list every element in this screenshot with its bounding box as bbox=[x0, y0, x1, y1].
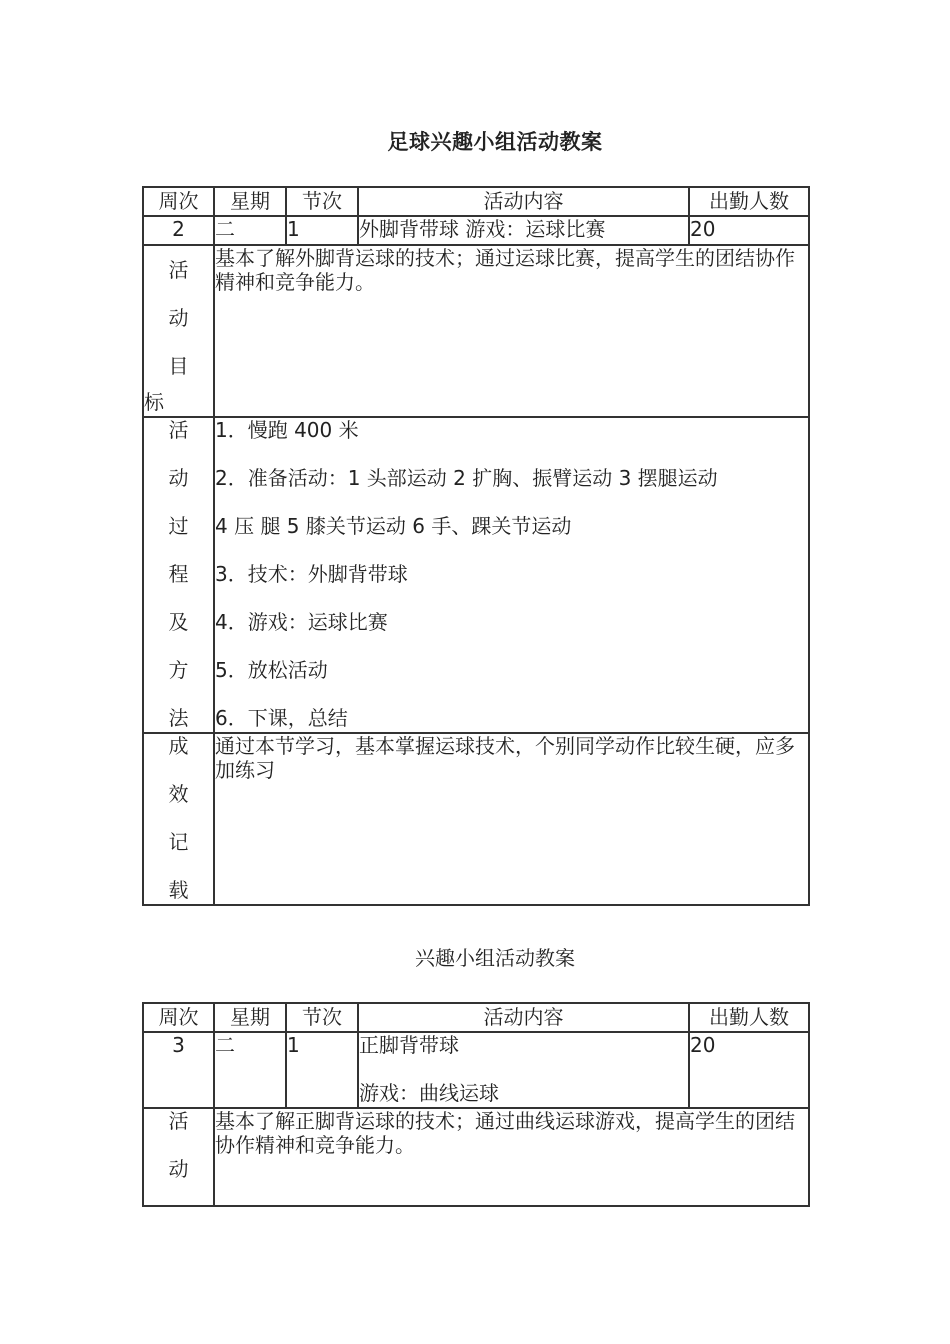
week-cell: 3 bbox=[143, 1032, 214, 1108]
result-text: 通过本节学习，基本掌握运球技术，个别同学动作比较生硬，应多加练习 bbox=[214, 733, 809, 905]
content-cell: 外脚背带球 游戏：运球比赛 bbox=[358, 216, 689, 245]
attendance-cell: 20 bbox=[689, 216, 809, 245]
header-weekday: 星期 bbox=[214, 187, 286, 216]
plan1-result-row bbox=[143, 733, 809, 905]
list-item: 5．放松活动 bbox=[215, 658, 328, 682]
header-attendance: 出勤人数 bbox=[689, 1003, 809, 1032]
goal-label: 活 动 bbox=[143, 1108, 214, 1206]
list-item: 6．下课，总结 bbox=[215, 706, 348, 730]
header-week: 周次 bbox=[143, 187, 214, 216]
plan1-table bbox=[142, 186, 810, 906]
header-content: 活动内容 bbox=[358, 187, 689, 216]
plan1-data-row bbox=[143, 216, 809, 245]
header-content: 活动内容 bbox=[358, 1003, 689, 1032]
list-item: 3．技术：外脚背带球 bbox=[215, 562, 408, 586]
period-cell: 1 bbox=[286, 1032, 358, 1108]
plan1-header-row bbox=[143, 187, 809, 216]
list-item: 1．慢跑 400 米 bbox=[215, 418, 359, 442]
plan2-header-row bbox=[143, 1003, 809, 1032]
header-attendance: 出勤人数 bbox=[689, 187, 809, 216]
week-cell: 2 bbox=[143, 216, 214, 245]
list-item: 4 压 腿 5 膝关节运动 6 手、踝关节运动 bbox=[215, 514, 572, 538]
weekday-cell: 二 bbox=[214, 1032, 286, 1108]
plan1-goal-row bbox=[143, 245, 809, 417]
process-steps bbox=[214, 417, 809, 733]
result-label: 成 效 记 载 bbox=[143, 733, 214, 905]
header-period: 节次 bbox=[286, 1003, 358, 1032]
plan1-process-row bbox=[143, 417, 809, 733]
plan2-data-row bbox=[143, 1032, 809, 1108]
plan2-title: 兴趣小组活动教案 bbox=[415, 946, 575, 970]
header-weekday: 星期 bbox=[214, 1003, 286, 1032]
plan2-table bbox=[142, 1002, 810, 1207]
goal-text: 基本了解外脚背运球的技术；通过运球比赛，提高学生的团结协作精神和竞争能力。 bbox=[214, 245, 809, 417]
plan1-title: 足球兴趣小组活动教案 bbox=[387, 130, 603, 154]
header-period: 节次 bbox=[286, 187, 358, 216]
attendance-cell: 20 bbox=[689, 1032, 809, 1108]
goal-text: 基本了解正脚背运球的技术；通过曲线运球游戏，提高学生的团结协作精神和竞争能力。 bbox=[214, 1108, 809, 1206]
list-item: 4．游戏：运球比赛 bbox=[215, 610, 388, 634]
plan2-goal-row bbox=[143, 1108, 809, 1206]
list-item: 2．准备活动：1 头部运动 2 扩胸、振臂运动 3 摆腿运动 bbox=[215, 466, 718, 490]
weekday-cell: 二 bbox=[214, 216, 286, 245]
header-week: 周次 bbox=[143, 1003, 214, 1032]
goal-label: 活 动 目 标 bbox=[143, 245, 214, 417]
process-label: 活 动 过 程 及 方 法 bbox=[143, 417, 214, 733]
content-cell: 正脚背带球 游戏：曲线运球 bbox=[358, 1032, 689, 1108]
period-cell: 1 bbox=[286, 216, 358, 245]
